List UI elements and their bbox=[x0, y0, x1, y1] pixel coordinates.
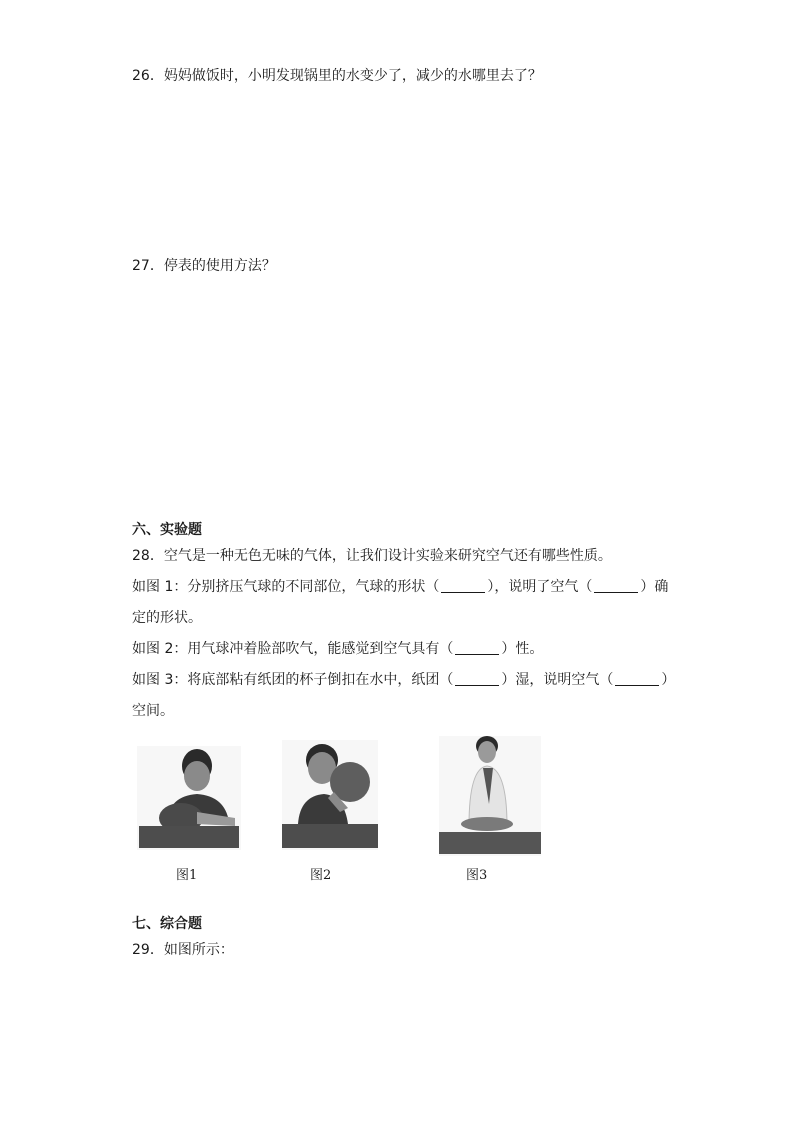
fig1-text-a: 如图 1：分别挤压气球的不同部位，气球的形状（ bbox=[132, 579, 440, 595]
question-27: 27．停表的使用方法？ bbox=[132, 258, 276, 274]
fig2-text-a: 如图 2：用气球冲着脸部吹气，能感觉到空气具有（ bbox=[132, 641, 454, 657]
figure-3-caption: 图3 bbox=[466, 868, 488, 883]
figure-2-caption: 图2 bbox=[310, 868, 332, 883]
fig1-text-b: ），说明了空气（ bbox=[487, 579, 593, 595]
section-6-heading: 六、实验题 bbox=[132, 522, 202, 538]
figure-2-photo bbox=[282, 740, 378, 850]
question-26: 26．妈妈做饭时，小明发现锅里的水变少了，减少的水哪里去了？ bbox=[132, 68, 542, 84]
answer-blank-5[interactable] bbox=[615, 671, 659, 686]
figure-1-photo bbox=[137, 746, 241, 850]
fig3-text-c: ） bbox=[661, 672, 676, 688]
fig3-text-a: 如图 3：将底部粘有纸团的杯子倒扣在水中，纸团（ bbox=[132, 672, 454, 688]
figure-1-caption: 图1 bbox=[176, 868, 198, 883]
question-28-fig3-line bbox=[132, 670, 675, 690]
fig2-text-b: ）性。 bbox=[501, 641, 544, 657]
answer-blank-4[interactable] bbox=[455, 671, 499, 686]
question-29: 29．如图所示： bbox=[132, 942, 234, 958]
figure-3-photo bbox=[439, 736, 541, 856]
question-28-fig2-line bbox=[132, 639, 543, 659]
answer-blank-2[interactable] bbox=[594, 578, 638, 593]
section-7-heading: 七、综合题 bbox=[132, 916, 202, 932]
question-28-fig3-cont: 空间。 bbox=[132, 703, 174, 719]
question-28-intro: 28．空气是一种无色无味的气体，让我们设计实验来研究空气还有哪些性质。 bbox=[132, 548, 612, 564]
question-28-fig1-cont: 定的形状。 bbox=[132, 610, 202, 626]
answer-blank-3[interactable] bbox=[455, 640, 499, 655]
answer-blank-1[interactable] bbox=[441, 578, 485, 593]
question-28-fig1-line bbox=[132, 577, 668, 597]
fig3-text-b: ）湿，说明空气（ bbox=[501, 672, 614, 688]
fig1-text-c: ）确 bbox=[640, 579, 669, 595]
